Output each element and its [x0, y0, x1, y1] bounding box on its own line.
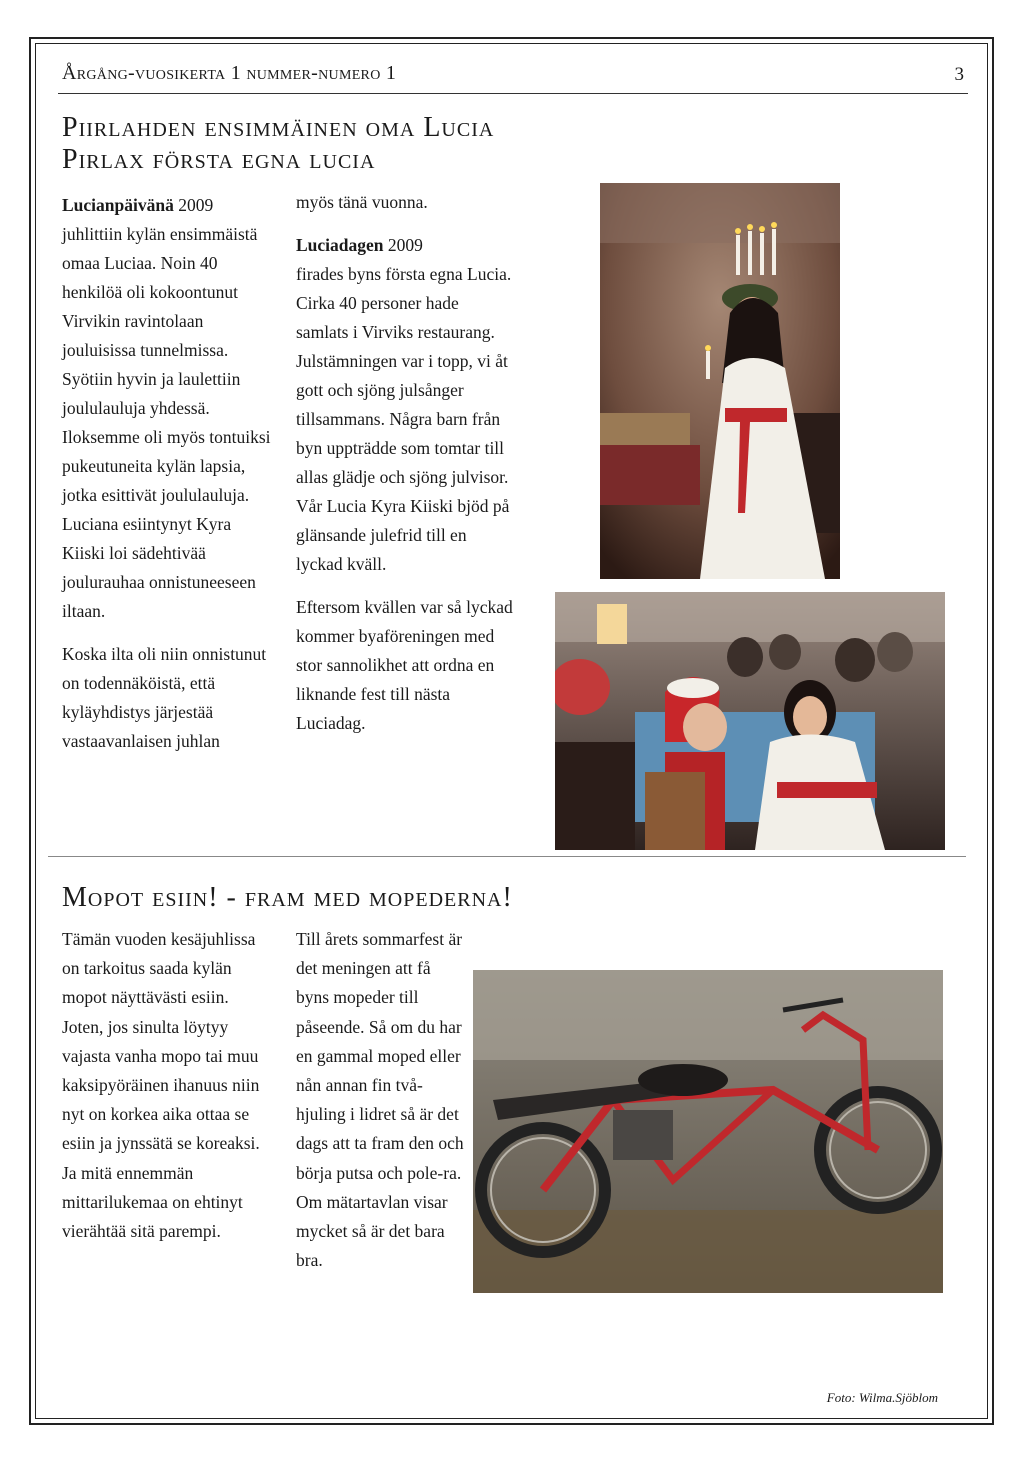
article1-fi-paragraph1: [62, 191, 272, 626]
article1-title-fi: Piirlahden ensimmäinen oma Lucia: [62, 112, 495, 143]
article1-sv-paragraph1-text: firades byns första egna Lucia. Cirka 40 personer hade samlats i Virviks restaurang. Julstämningen var i topp, vi åt gott och sjöng julsånger tillsammans. Några barn från byn uppträdde som tomtar till allas glädje och sjöng julvisor. Vår Lucia Kyra Kiiski bjöd på glänsande julefrid till en lyckad kväll.: [296, 264, 512, 574]
article1-title-sv: Pirlax första egna lucia: [62, 144, 376, 175]
article1-fi-paragraph2-continued: myös tänä vuonna.: [296, 192, 428, 212]
lucia-children-photo-image: [555, 592, 945, 850]
article1-fi-paragraph2: Koska ilta oli niin onnistunut on todennäköistä, että kyläyhdistys järjestää vastaavanlaisen juhlan: [62, 644, 267, 751]
article1-sv-paragraph1: [296, 231, 514, 579]
article1-fi-lead-year: 2009: [173, 195, 214, 215]
lucia-photo: [600, 183, 840, 579]
header-rule: [58, 93, 968, 94]
article1-fi-column: [62, 191, 272, 770]
article2-sv-text: Till årets sommarfest är det meningen att få byns mopeder till påseende. Så om du har en gammal moped eller nån annan fin två-hjuling i lidret så är det dags att ta fram den och börja putsa och pole-ra. Om mätartavlan visar mycket så är det bara bra.: [296, 929, 464, 1271]
running-head: Årgång-vuosikerta 1 nummer-numero 1: [62, 62, 397, 84]
moped-photo-image: [473, 970, 943, 1293]
article1-fi-paragraph1-text: juhlittiin kylän ensimmäistä omaa Luciaa. Noin 40 henkilöä oli kokoontunut Virvikin ravintolaan jouluisissa tunnelmissa. Syötiin hyvin ja laulettiin joululauluja yhdessä. Iloksemme oli myös tontuiksi pukeutuneita kylän lapsia, jotka esittivät joululauluja. Luciana esiintynyt Kyra Kiiski loi sädehtivää joulurauhaa onnistuneeseen iltaan.: [62, 224, 271, 621]
article1-sv-paragraph2: Eftersom kvällen var så lyckad kommer byaföreningen med stor sannolikhet att ordna en liknande fest till nästa Luciadag.: [296, 597, 513, 733]
article1-sv-lead-year: 2009: [383, 235, 423, 255]
article1-fi-lead: Lucianpäivänä: [62, 195, 174, 215]
article2-fi-column: [62, 925, 272, 1260]
article1-sv-lead: Luciadagen: [296, 235, 384, 255]
section-divider: [48, 856, 966, 857]
moped-photo: [473, 970, 943, 1293]
article1-sv-column: [296, 188, 514, 752]
page-number: 3: [954, 64, 964, 85]
article2-sv-column: [296, 925, 468, 1289]
photo-credit: Foto: Wilma.Sjöblom: [826, 1390, 938, 1405]
lucia-photo-image: [600, 183, 840, 579]
article2-title: Mopot esiin! - fram med mopederna!: [62, 882, 513, 913]
article2-fi-text: Tämän vuoden kesäjuhlissa on tarkoitus saada kylän mopot näyttävästi esiin. Joten, jos sinulta löytyy vajasta vanha mopo tai muu kaksipyöräinen ihanuus niin nyt on korkea aika ottaa se esiin ja jynssätä se koreaksi. Ja mitä ennemmän mittarilukemaa on ehtinyt vierähtää sitä parempi.: [62, 929, 260, 1242]
lucia-children-photo: [555, 592, 945, 850]
